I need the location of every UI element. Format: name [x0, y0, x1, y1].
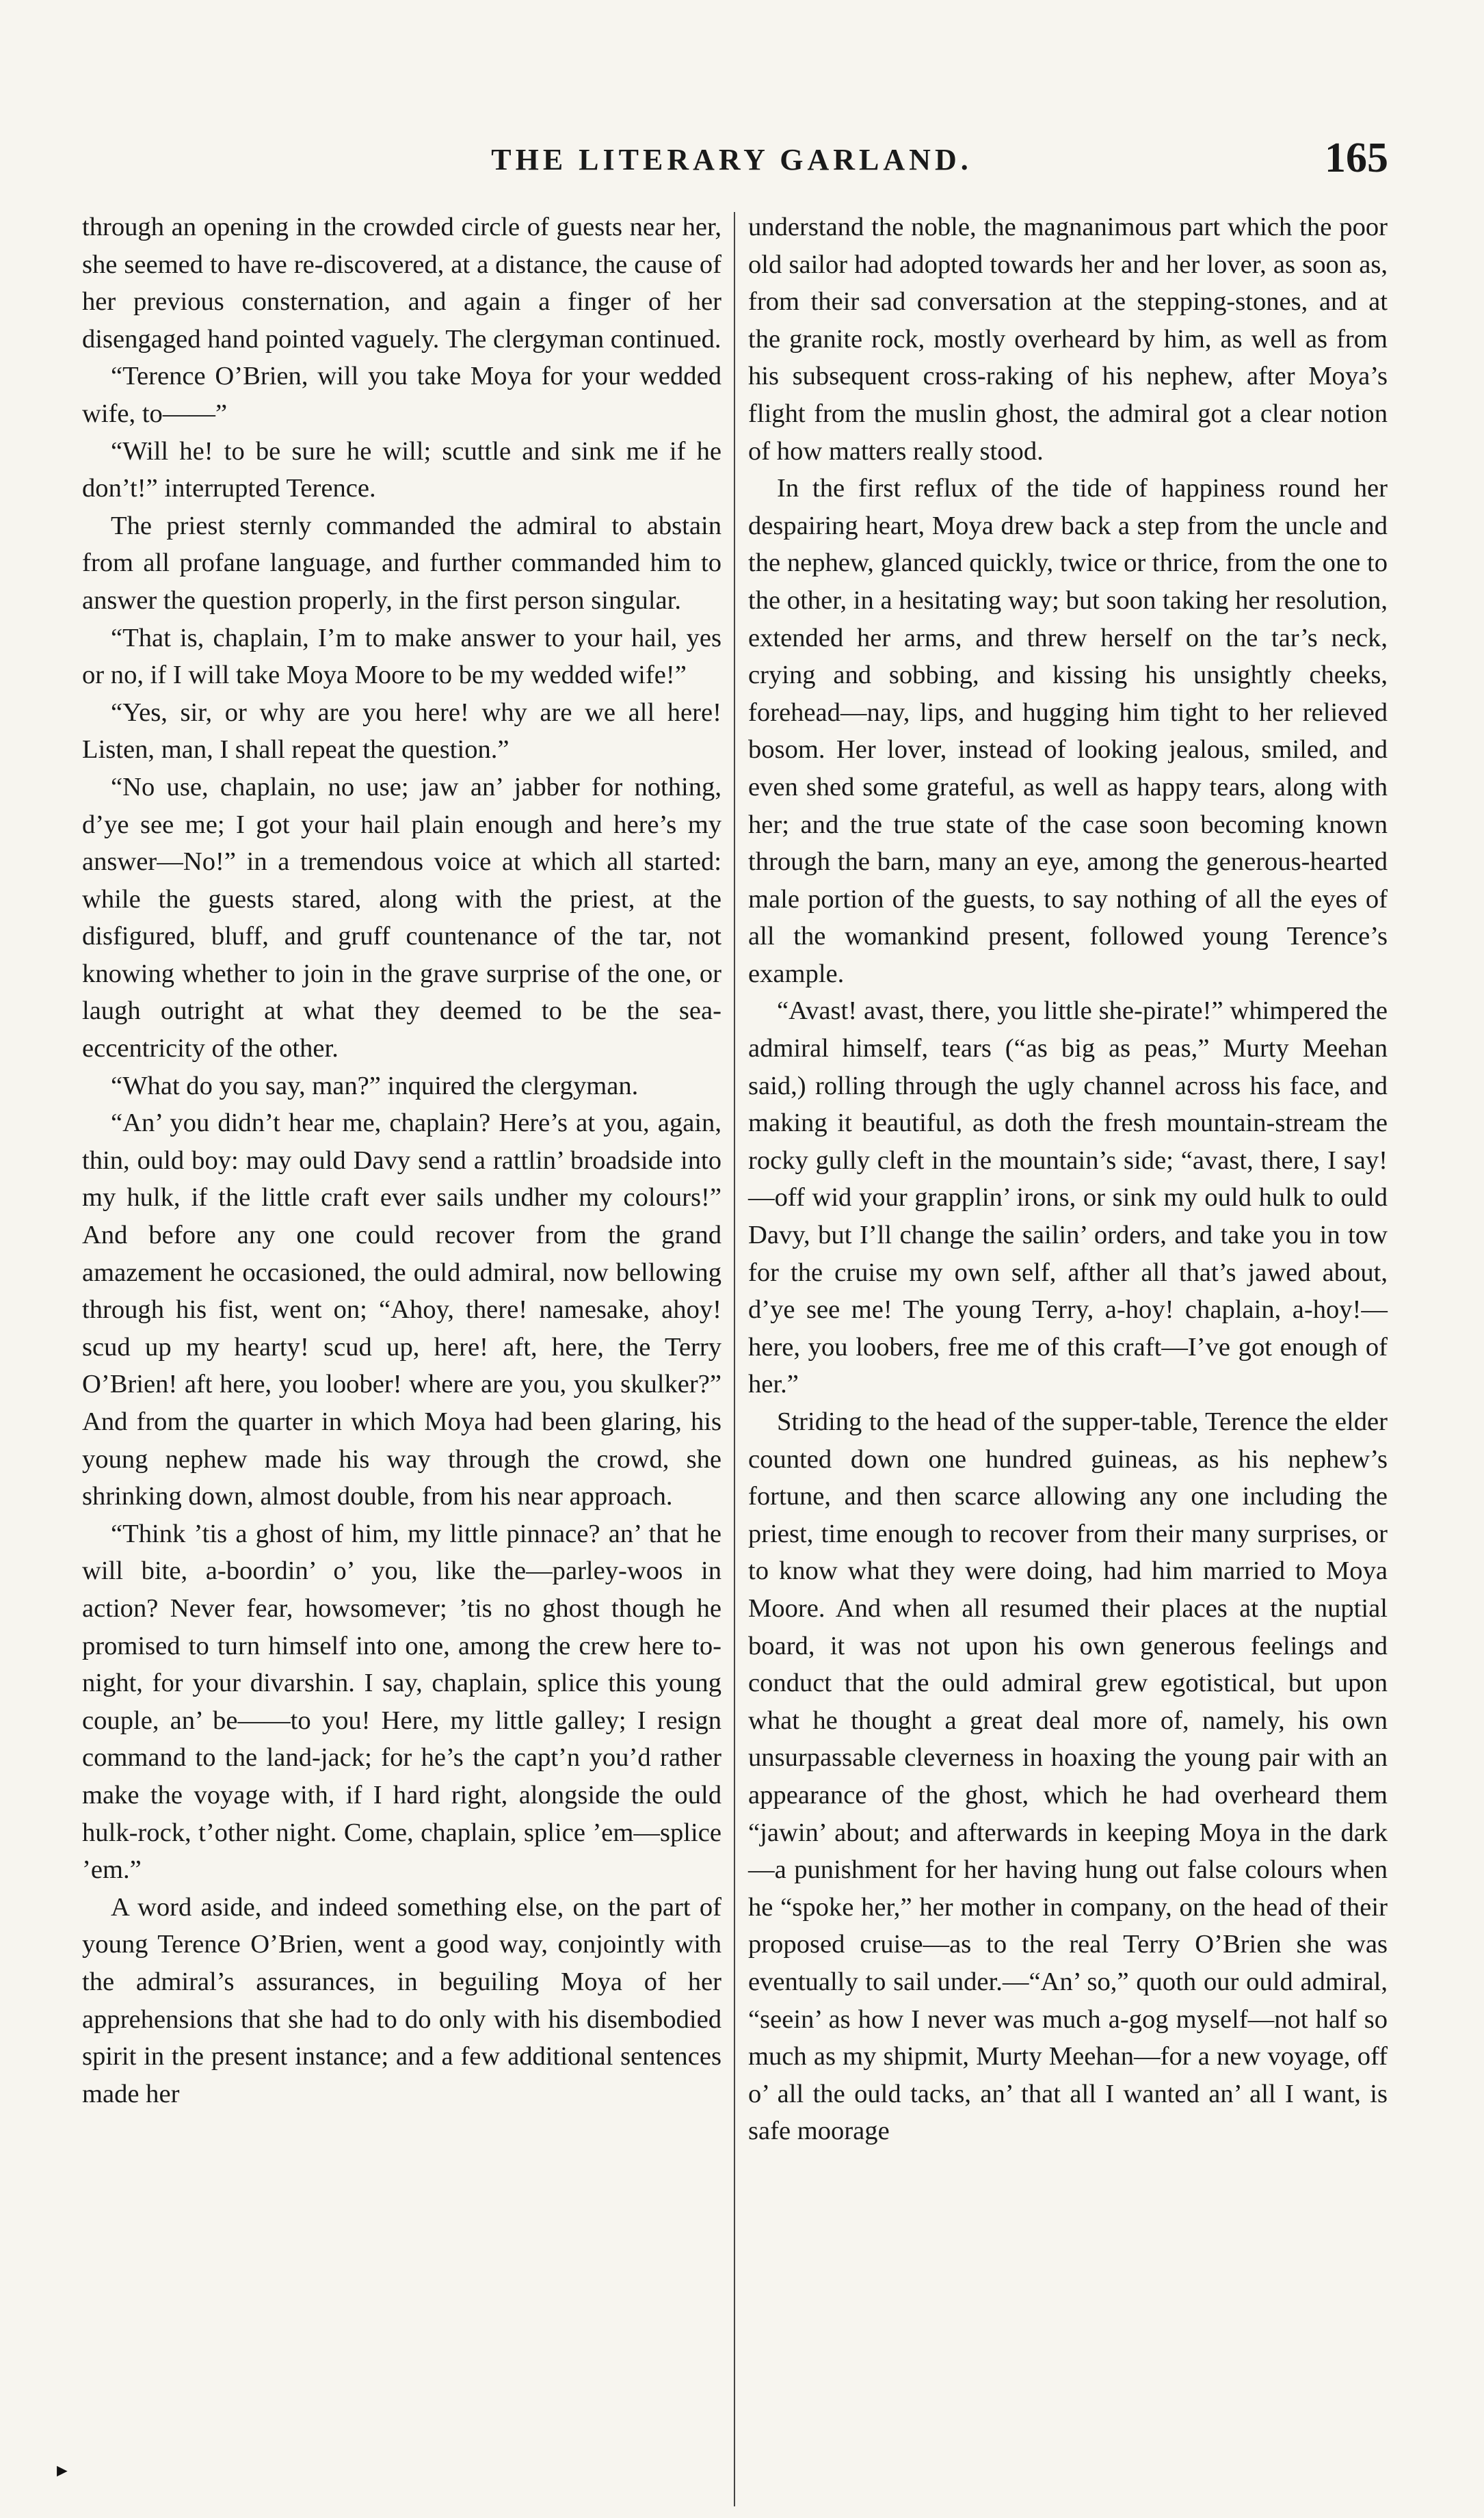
left-column: [82, 209, 721, 2112]
column-divider: [734, 212, 735, 2506]
edge-mark-icon: ►: [53, 2461, 71, 2480]
paragraph: “Think ’tis a ghost of him, my little pinnace? an’ that he will bite, a-boordin’ o’ you, like the—parley-woos in action? Never fear, howsomever; ’tis no ghost though he promised to turn himself into one, among the crew here to-night, for your divarshin. I say, chaplain, splice this young couple, an’ be——to you! Here, my little galley; I resign command to the land-jack; for he’s the capt’n you’d rather make the voyage with, if I hard right, alongside the ould hulk-rock, t’other night. Come, chaplain, splice ’em—splice ’em.”: [82, 1519, 721, 1885]
paragraph: Striding to the head of the supper-table, Terence the elder counted down one hundred guineas, as his nephew’s fortune, and then scarce allowing any one including the priest, time enough to recover from their many surprises, or to know what they were doing, had him married to Moya Moore. And when all resumed their places at the nuptial board, it was not upon his own generous feelings and conduct that the ould admiral grew egotistical, but upon what he thought a great deal more of, namely, his own unsurpassable cleverness in hoaxing the young pair with an appearance of the ghost, which he had overheard them “jawin’ about; and afterwards in keeping Moya in the dark—a punishment for her having hung out false colours when he “spoke her,” her mother in company, on the head of their proposed cruise—as to the real Terry O’Brien she was eventually to sail under.—“An’ so,” quoth our ould admiral, “seein’ as how I never was much a-gog myself—not half so much as my shipmit, Murty Meehan—for a new voyage, off o’ all the ould tacks, an’ that all I wanted an’ all I want, is safe moorage: [748, 1407, 1388, 2146]
paragraph: “Yes, sir, or why are you here! why are we all here! Listen, man, I shall repeat the question.”: [82, 698, 721, 765]
paragraph: “Will he! to be sure he will; scuttle and sink me if he don’t!” interrupted Terence.: [82, 436, 721, 503]
paragraph: The priest sternly commanded the admiral to abstain from all profane language, and further commanded him to answer the question properly, in the first person singular.: [82, 511, 721, 615]
paragraph: through an opening in the crowded circle of guests near her, she seemed to have re-discovered, at a distance, the cause of her previous consternation, and again a finger of her disengaged hand pointed vaguely. The clergyman continued.: [82, 213, 721, 354]
paragraph: A word aside, and indeed something else, on the part of young Terence O’Brien, went a good way, conjointly with the admiral’s assurances, in beguiling Moya of her apprehensions that she had to do only with his disembodied spirit in the present instance; and a few additional sentences made her: [82, 1892, 721, 2108]
paragraph: “That is, chaplain, I’m to make answer to your hail, yes or no, if I will take Moya Moore to be my wedded wife!”: [82, 623, 721, 690]
paragraph: In the first reflux of the tide of happiness round her despairing heart, Moya drew back a step from the uncle and the nephew, glanced quickly, twice or thrice, from the one to the other, in a hesitating way; but soon taking her resolution, extended her arms, and threw herself on the tar’s neck, crying and sobbing, and kissing his unsightly cheeks, forehead—nay, lips, and hugging him tight to her relieved bosom. Her lover, instead of looking jealous, smiled, and even shed some grateful, as well as happy tears, along with her; and the true state of the case soon becoming known through the barn, many an eye, among the generous-hearted male portion of the guests, to say nothing of all the eyes of all the womankind present, followed young Terence’s example.: [748, 474, 1388, 988]
paragraph: “Terence O’Brien, will you take Moya for your wedded wife, to——”: [82, 362, 721, 428]
paragraph: understand the noble, the magnanimous part which the poor old sailor had adopted towards her and her lover, as soon as, from their sad conversation at the stepping-stones, and at the granite rock, mostly overheard by him, as well as from his subsequent cross-raking of his nephew, after Moya’s flight from the muslin ghost, the admiral got a clear notion of how matters really stood.: [748, 213, 1388, 466]
paragraph: “What do you say, man?” inquired the clergyman.: [111, 1071, 639, 1100]
running-header: [75, 134, 1388, 189]
right-column: [748, 209, 1388, 2150]
running-title: THE LITERARY GARLAND.: [491, 143, 972, 176]
paragraph: “Avast! avast, there, you little she-pirate!” whimpered the admiral himself, tears (“as big as peas,” Murty Meehan said,) rolling through the ugly channel across his face, and making it beautiful, as doth the fresh mountain-stream the rocky gully cleft in the mountain’s side; “avast, there, I say!—off wid your grapplin’ irons, or sink my ould hulk to ould Davy, but I’ll change the sailin’ orders, and take you in tow for the cruise my own self, afther all that’s jawed about, d’ye see me! The young Terry, a-hoy! chaplain, a-hoy!—here, you loobers, free me of this craft—I’ve got enough of her.”: [748, 996, 1388, 1399]
paragraph: “An’ you didn’t hear me, chaplain? Here’s at you, again, thin, ould boy: may ould Davy send a rattlin’ broadside into my hulk, if the little craft ever sails undher my colours!” And before any one could recover from the grand amazement he occasioned, the ould admiral, now bellowing through his fist, went on; “Ahoy, there! namesake, ahoy! scud up my hearty! scud up, here! aft, here, the Terry O’Brien! aft here, you loober! where are you, you skulker?” And from the quarter in which Moya had been glaring, his young nephew made his way through the crowd, she shrinking down, almost double, from his near approach.: [82, 1109, 721, 1511]
paragraph: “No use, chaplain, no use; jaw an’ jabber for nothing, d’ye see me; I got your hail plain enough and here’s my answer—No!” in a tremendous voice at which all started: while the guests stared, along with the priest, at the disfigured, bluff, and gruff countenance of the tar, not knowing whether to join in the grave surprise of the one, or laugh outright at what they deemed to be the sea-eccentricity of the other.: [82, 772, 721, 1063]
page-number: 165: [1325, 135, 1388, 181]
